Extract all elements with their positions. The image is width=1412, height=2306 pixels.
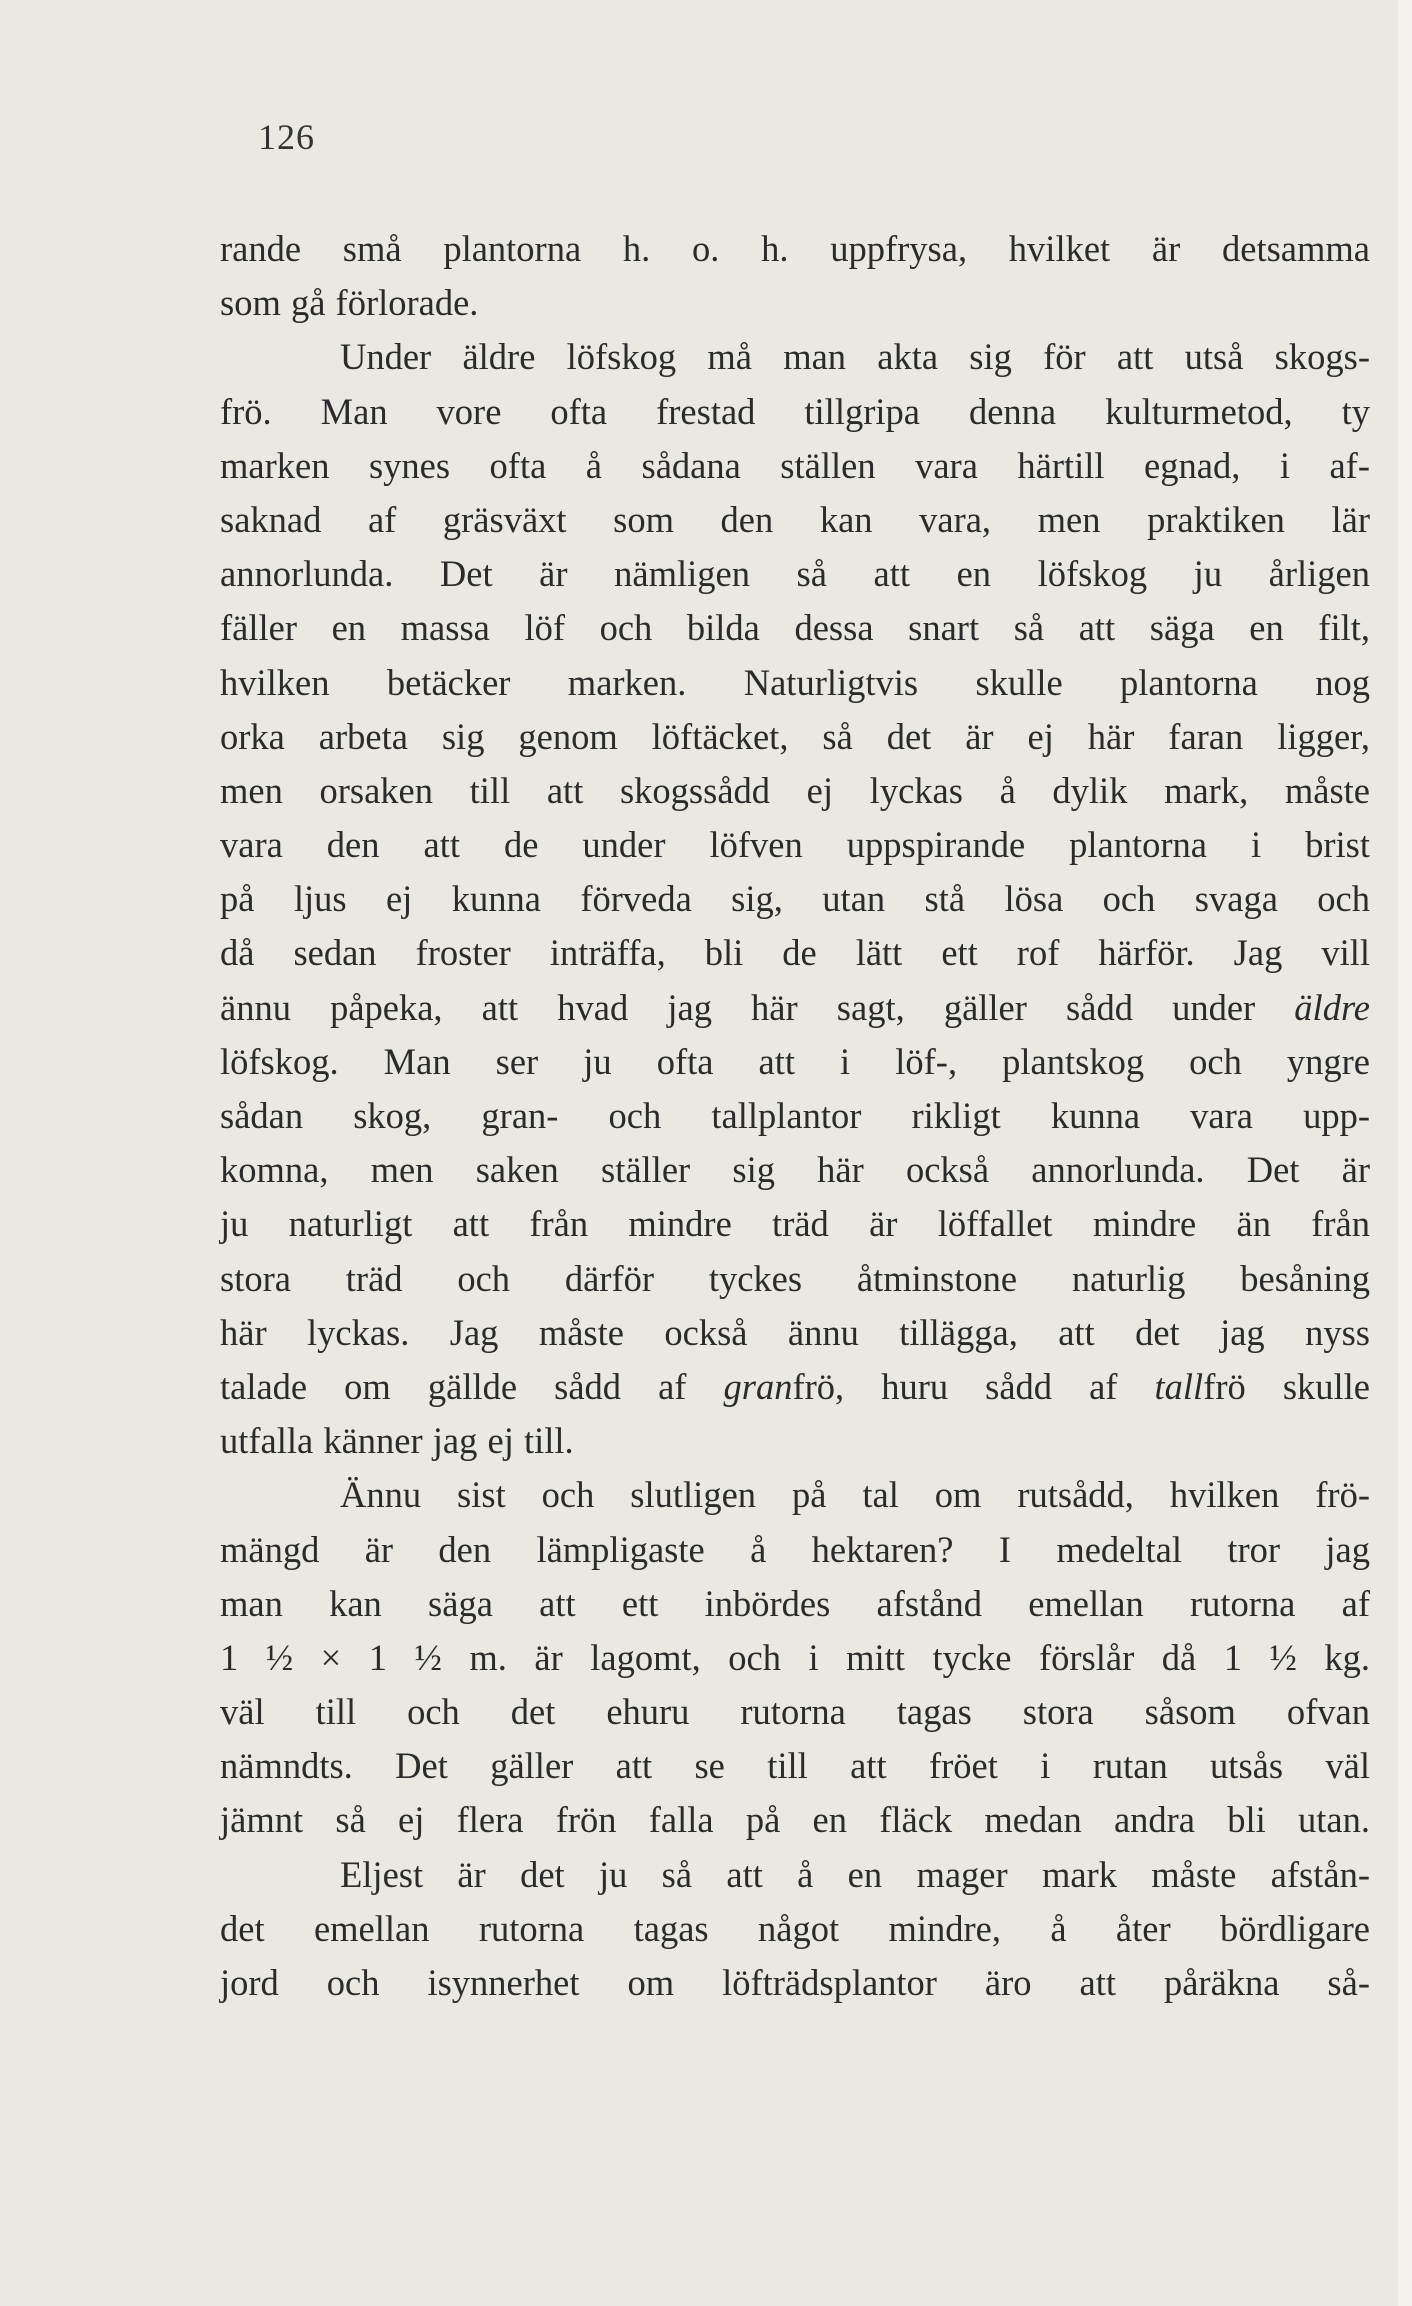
text-segment: löfskog. Man ser ju ofta att i löf-, plantskog och yngre bbox=[220, 1040, 1370, 1082]
text-line bbox=[220, 981, 1370, 1035]
text-line bbox=[220, 1306, 1370, 1360]
italic-text: gran bbox=[723, 1365, 793, 1407]
text-segment: det emellan rutorna tagas något mindre, å åter bördligare bbox=[220, 1907, 1370, 1949]
text-line bbox=[220, 818, 1370, 872]
text-segment: frö, huru sådd af bbox=[792, 1365, 1155, 1407]
italic-text: äldre bbox=[1294, 986, 1370, 1028]
text-line bbox=[220, 710, 1370, 764]
text-segment: 1 ½ × 1 ½ m. är lagomt, och i mitt tycke förslår då 1 ½ kg. bbox=[220, 1636, 1370, 1678]
body-text bbox=[220, 222, 1370, 2010]
text-segment: annorlunda. Det är nämligen så att en löfskog ju årligen bbox=[220, 553, 1370, 595]
text-line bbox=[220, 1685, 1370, 1739]
text-segment: stora träd och därför tyckes åtminstone naturlig besåning bbox=[220, 1257, 1370, 1299]
text-line bbox=[220, 1739, 1370, 1793]
text-segment: utfalla känner jag ej till. bbox=[220, 1420, 574, 1462]
text-segment: orka arbeta sig genom löftäcket, så det är ej här faran ligger, bbox=[220, 715, 1370, 757]
text-segment: jämnt så ej flera frön falla på en fläck medan andra bli utan. bbox=[220, 1799, 1370, 1841]
text-segment: Under äldre löfskog må man akta sig för att utså skogs- bbox=[340, 336, 1370, 378]
page-number: 126 bbox=[258, 117, 315, 157]
text-segment: marken synes ofta å sådana ställen vara härtill egnad, i af- bbox=[220, 444, 1370, 486]
text-line bbox=[220, 1793, 1370, 1847]
italic-text: tall bbox=[1154, 1365, 1204, 1407]
text-line bbox=[220, 1956, 1370, 2010]
text-segment: Eljest är det ju så att å en mager mark måste afstån- bbox=[340, 1853, 1370, 1895]
text-segment: då sedan froster inträffa, bli de lätt ett rof härför. Jag vill bbox=[220, 932, 1370, 974]
text-segment: vara den att de under löfven uppspirande plantorna i brist bbox=[220, 824, 1370, 866]
text-segment: saknad af gräsväxt som den kan vara, men praktiken lär bbox=[220, 498, 1370, 540]
text-segment: här lyckas. Jag måste också ännu tillägga, att det jag nyss bbox=[220, 1311, 1370, 1353]
text-line bbox=[220, 330, 1370, 384]
text-segment: sådan skog, gran- och tallplantor rikligt kunna vara upp- bbox=[220, 1095, 1370, 1136]
text-line bbox=[220, 493, 1370, 547]
text-line bbox=[220, 222, 1370, 276]
text-segment: man kan säga att ett inbördes afstånd emellan rutorna af bbox=[220, 1582, 1370, 1624]
text-segment: nämndts. Det gäller att se till att fröet i rutan utsås väl bbox=[220, 1745, 1370, 1787]
text-line bbox=[220, 764, 1370, 818]
text-segment: Ännu sist och slutligen på tal om rutsådd, hvilken frö- bbox=[340, 1474, 1370, 1516]
text-line bbox=[220, 926, 1370, 980]
text-line bbox=[220, 1631, 1370, 1685]
text-segment: på ljus ej kunna förveda sig, utan stå lösa och svaga och bbox=[220, 878, 1370, 920]
text-segment: komna, men saken ställer sig här också annorlunda. Det är bbox=[220, 1149, 1370, 1191]
text-line bbox=[220, 872, 1370, 926]
text-segment: väl till och det ehuru rutorna tagas stora såsom ofvan bbox=[220, 1691, 1370, 1733]
text-segment: hvilken betäcker marken. Naturligtvis skulle plantorna nog bbox=[220, 661, 1370, 703]
text-line bbox=[220, 1252, 1370, 1306]
text-segment: talade om gällde sådd af bbox=[220, 1365, 724, 1407]
text-line bbox=[220, 1577, 1370, 1631]
text-line bbox=[220, 656, 1370, 710]
text-line bbox=[220, 1468, 1370, 1522]
text-segment: ju naturligt att från mindre träd är löffallet mindre än från bbox=[220, 1203, 1370, 1245]
text-line bbox=[220, 1089, 1370, 1143]
text-line bbox=[220, 1414, 1370, 1468]
text-segment: frö. Man vore ofta frestad tillgripa denna kulturmetod, ty bbox=[220, 390, 1370, 432]
text-line bbox=[220, 601, 1370, 655]
text-line bbox=[220, 1197, 1370, 1251]
text-line bbox=[220, 276, 1370, 330]
text-line bbox=[220, 547, 1370, 601]
text-line bbox=[220, 1902, 1370, 1956]
scan-edge bbox=[1398, 0, 1412, 2306]
text-line bbox=[220, 1143, 1370, 1197]
text-line bbox=[220, 439, 1370, 493]
text-line bbox=[220, 1360, 1370, 1414]
text-segment: rande små plantorna h. o. h. uppfrysa, hvilket är detsamma bbox=[220, 228, 1370, 269]
text-line bbox=[220, 1848, 1370, 1902]
text-line bbox=[220, 385, 1370, 439]
text-segment: frö skulle bbox=[1203, 1365, 1371, 1407]
text-line bbox=[220, 1035, 1370, 1089]
text-segment: som gå förlorade. bbox=[220, 282, 479, 324]
text-segment: fäller en massa löf och bilda dessa snart så att säga en filt, bbox=[220, 607, 1370, 649]
text-line bbox=[220, 1523, 1370, 1577]
text-segment: mängd är den lämpligaste å hektaren? I medeltal tror jag bbox=[220, 1528, 1370, 1570]
text-segment: jord och isynnerhet om löfträdsplantor äro att påräkna så- bbox=[220, 1962, 1370, 2003]
text-segment: ännu påpeka, att hvad jag här sagt, gäller sådd under bbox=[220, 986, 1295, 1028]
text-segment: men orsaken till att skogssådd ej lyckas å dylik mark, måste bbox=[220, 769, 1370, 811]
